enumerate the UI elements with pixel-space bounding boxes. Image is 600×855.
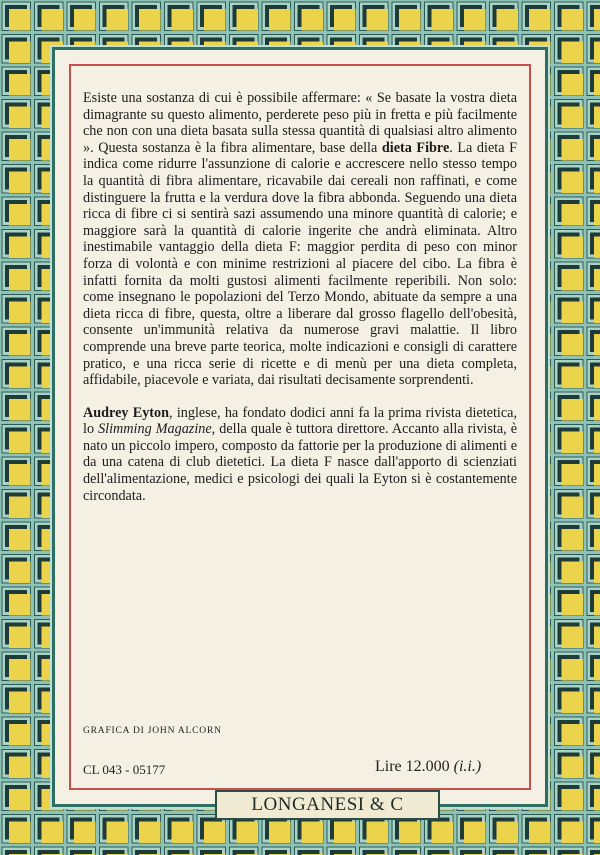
price-label: Lire 12.000 bbox=[375, 758, 450, 775]
price-note: (i.i.) bbox=[453, 758, 482, 775]
description-bold: dieta Fibre bbox=[381, 139, 450, 156]
design-credit: GRAFICA DI JOHN ALCORN bbox=[83, 726, 222, 736]
text-panel bbox=[52, 47, 548, 807]
author-name: Audrey Eyton bbox=[83, 404, 169, 421]
description-text-a: Esiste una sostanza di cui è possibile affermare: « Se basate la vostra dieta dimagrante su questo alimento, perderete peso più in fretta e più facilmente che non con una dieta basata sulla stessa quantità di qualsiasi altro alimento ». Questa sostanza è la fibra alimentare, base della bbox=[83, 90, 517, 156]
price bbox=[375, 758, 481, 776]
author-text-b: , della quale è tuttora direttore. Accanto alla rivista, è nato un piccolo impero, composto da fattorie per la produzione di alimenti e da una catena di club dietetici. La dieta F nasce dall'apporto di scienziati dell'alimentazione, medici e psicologi dei quali la Eyton si è costantemente circondata. bbox=[83, 421, 517, 504]
magazine-title: Slimming Magazine bbox=[98, 421, 212, 438]
publisher-logo: LONGANESI & C bbox=[215, 790, 440, 820]
blurb-text bbox=[83, 90, 517, 520]
description-paragraph bbox=[83, 90, 517, 389]
author-paragraph bbox=[83, 405, 517, 505]
description-text-b: . La dieta F indica come ridurre l'assunzione di calorie e accrescere nello stesso tempo la quantità di fibra alimentare, ricavabile dai cereali non raffinati, e come distinguere la frutta e la verdura dove la fibra abbonda. Seguendo una dieta ricca di fibre ci si sentirà sazi assumendo una minore quantità di calorie; e maggiore sarà la quantità di calorie ingerite che andrà eliminata. Altro inestimabile vantaggio della dieta F: maggior perdita di peso con minor forza di volontà e con minime restrizioni al piacere del cibo. La fibra è infatti fornita da molti gustosi alimenti facilmente reperibili. Non solo: come insegnano le popolazioni del Terzo Mondo, abituate da sempre a una dieta ricca di fibre, questa, oltre a liberare dal grosso flagello dell'obesità, consente un'immunità relativa da numerose gravi malattie. Il libro comprende una breve parte teorica, molte indicazioni e consigli di carattere pratico, e una ricca serie di ricette e di menù per una dieta completa, affidabile, piacevole e variata, dai risultati decisamente sorprendenti. bbox=[83, 139, 517, 389]
catalog-code: CL 043 - 05177 bbox=[83, 762, 166, 777]
author-text-a: , inglese, ha fondato dodici anni fa la prima rivista dietetica, lo bbox=[83, 404, 517, 438]
